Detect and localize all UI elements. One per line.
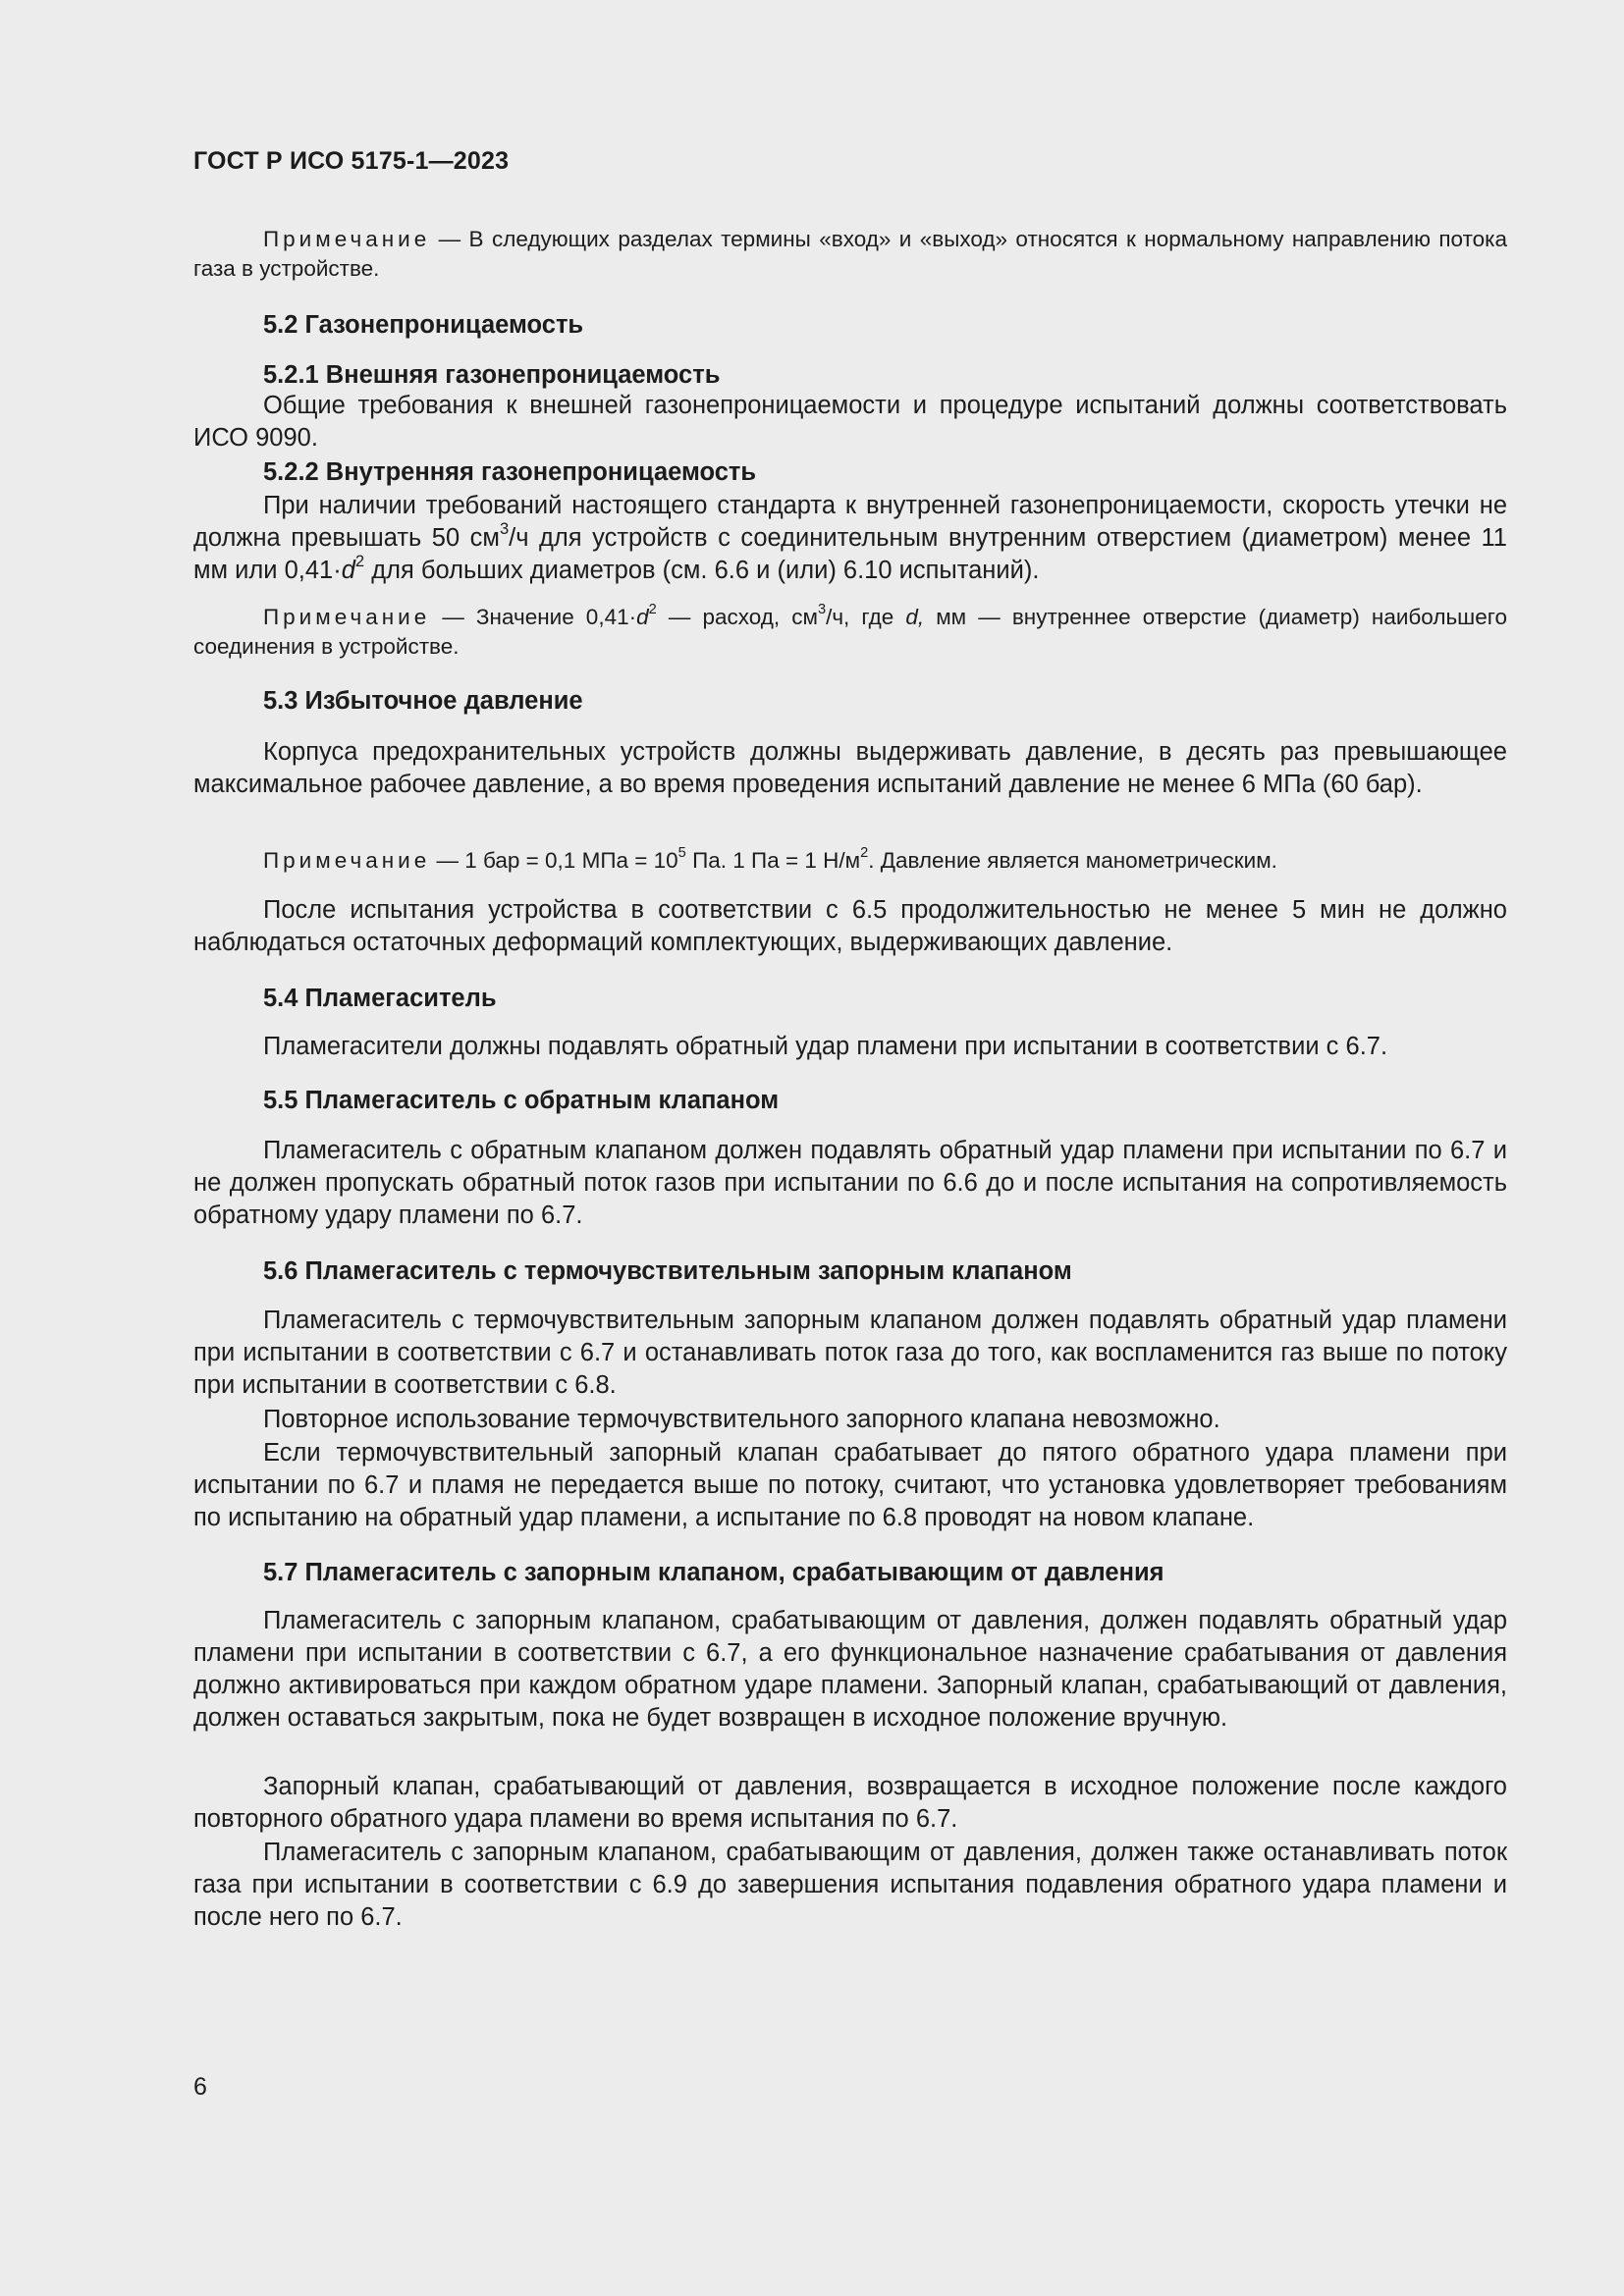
superscript: 5 [677, 845, 686, 862]
heading-5-7: 5.7 Пламегаситель с запорным клапаном, срабатывающим от давления [263, 1559, 1164, 1586]
superscript: 2 [648, 602, 657, 618]
text-run: мм — внутреннее отверстие (диаметр) наибольшего соединения в устройстве. [193, 605, 1507, 659]
paragraph-5-7-2: Запорный клапан, срабатывающий от давления, возвращается в исходное положение после каждого повторного обратного удара пламени во время испытания по 6.7. [193, 1773, 1507, 1833]
superscript: 2 [354, 552, 365, 571]
italic-variable: d, [905, 605, 925, 629]
heading-5-2-1: 5.2.1 Внешняя газонепроницаемость [263, 361, 721, 389]
italic-variable: d [636, 605, 649, 629]
superscript: 3 [499, 519, 510, 539]
heading-5-5: 5.5 Пламегаситель с обратным клапаном [263, 1087, 780, 1114]
page-number: 6 [193, 2073, 207, 2101]
document-header: ГОСТ Р ИСО 5175-1—2023 [193, 147, 510, 175]
superscript: 2 [860, 845, 869, 862]
heading-5-4: 5.4 Пламегаситель [263, 985, 497, 1012]
heading-5-2-2: 5.2.2 Внутренняя газонепроницаемость [263, 458, 757, 486]
text-run: /ч, где [826, 605, 906, 629]
note-5-3 [193, 846, 1507, 876]
note-text: — В следующих разделах термины «вход» и «выход» относятся к нормальному направлению потока газа в устройстве. [193, 227, 1507, 281]
note-intro [193, 225, 1507, 284]
text-run: — Значение 0,41· [430, 605, 637, 629]
paragraph-5-7-3: Пламегаситель с запорным клапаном, срабатывающим от давления, должен также останавливать поток газа при испытании в соответствии с 6.9 до завершения испытания подавления обратного удара пламени и после него по 6.7. [193, 1839, 1507, 1931]
paragraph-5-6-2: Повторное использование термочувствительного запорного клапана невозможно. [263, 1406, 1220, 1433]
paragraph-5-4: Пламегасители должны подавлять обратный удар пламени при испытании в соответствии с 6.7. [263, 1033, 1388, 1060]
note-5-2-2 [193, 603, 1507, 662]
heading-5-6: 5.6 Пламегаситель с термочувствительным запорным клапаном [263, 1257, 1072, 1285]
paragraph-5-2-1: Общие требования к внешней газонепроницаемости и процедуре испытаний должны соответствовать ИСО 9090. [193, 392, 1507, 452]
text-run: . Давление является манометрическим. [868, 848, 1277, 873]
paragraph-5-7-1: Пламегаситель с запорным клапаном, срабатывающим от давления, должен подавлять обратный удар пламени при испытании в соответствии с 6.7, а его функциональное назначение срабатывания от давления должно активироваться при каждом обратном ударе пламени. Запорный клапан, срабатывающий от давления, должен оставаться закрытым, пока не будет возвращен в исходное положение вручную. [193, 1607, 1507, 1732]
note-label: Примечание [263, 605, 431, 629]
heading-5-3: 5.3 Избыточное давление [263, 687, 583, 715]
note-label: Примечание [263, 227, 431, 251]
text-run: При наличии требований настоящего стандарта к внутренней газонепроницаемости, скорость утечки не должна превышать 50 см [193, 492, 1507, 552]
paragraph-5-6-1: Пламегаситель с термочувствительным запорным клапаном должен подавлять обратный удар пламени при испытании в соответствии с 6.7 и останавливать поток газа до того, как воспламенится газ выше по потоку при испытании в соответствии с 6.8. [193, 1307, 1507, 1399]
heading-5-2: 5.2 Газонепроницаемость [263, 311, 584, 339]
text-run: — расход, см [656, 605, 818, 629]
paragraph-5-6-3: Если термочувствительный запорный клапан срабатывает до пятого обратного удара пламени при испытании по 6.7 и пламя не передается выше по потоку, считают, что установка удовлетворяет требованиям по испытанию на обратный удар пламени, а испытание по 6.8 проводят на новом клапане. [193, 1439, 1507, 1531]
paragraph-5-2-2 [193, 490, 1507, 587]
text-run: /ч для устройств с соединительным внутренним отверстием (диаметром) менее 11 мм или 0,41· [193, 524, 1507, 584]
text-run: Па. 1 Па = 1 Н/м [685, 848, 861, 873]
superscript: 3 [817, 602, 827, 618]
paragraph-5-3-2: После испытания устройства в соответствии с 6.5 продолжительностью не менее 5 мин не должно наблюдаться остаточных деформаций комплектующих, выдерживающих давление. [193, 896, 1507, 956]
italic-variable: d [341, 557, 355, 584]
paragraph-5-3-1: Корпуса предохранительных устройств должны выдерживать давление, в десять раз превышающее максимальное рабочее давление, а во время проведения испытаний давление не менее 6 МПа (60 бар). [193, 738, 1507, 798]
note-label: Примечание [263, 848, 431, 873]
paragraph-5-5: Пламегаситель с обратным клапаном должен подавлять обратный удар пламени при испытании по 6.7 и не должен пропускать обратный поток газов при испытании по 6.6 до и после испытания на сопротивляемость обратному удару пламени по 6.7. [193, 1137, 1507, 1229]
text-run: для больших диаметров (см. 6.6 и (или) 6.10 испытаний). [364, 557, 1040, 584]
text-run: — 1 бар = 0,1 МПа = 10 [430, 848, 678, 873]
